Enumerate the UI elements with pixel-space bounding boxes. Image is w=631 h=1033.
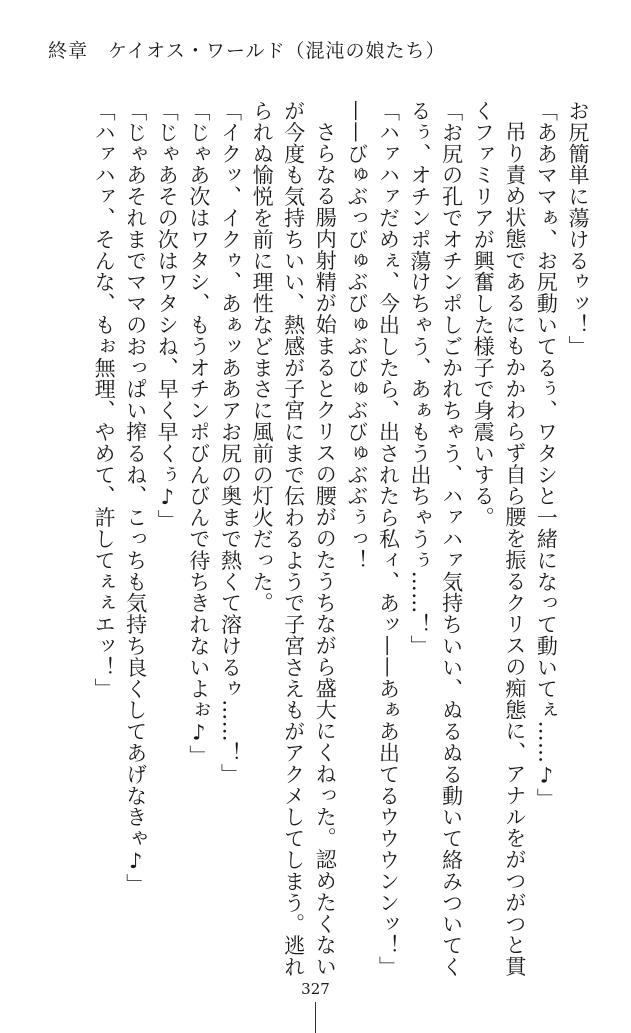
- paragraph: 「お尻の孔でオチンポしごかれちゃう、ハァハァ気持ちいい、ぬるぬる動いて絡みついてくるぅ、オチンポ蕩けちゃう、あぁもう出ちゃうぅ……！」: [408, 100, 464, 978]
- body-text: [88, 100, 594, 980]
- paragraph: 「じゃあ次はワタシ、もうオチンポびんびんで待ちきれないよぉ♪」: [186, 100, 211, 767]
- paragraph: 「じゃあその次はワタシね、早く早くぅ♪」: [155, 100, 180, 531]
- paragraph: 「じゃあそれまでママのおっぱい搾るね、こっちも気持ち良くしてあげなきゃ♪」: [123, 100, 148, 895]
- paragraph: ——びゅぶっびゅぶびゅぶびゅぶびゅぶぶぅっ！: [344, 100, 369, 571]
- paragraph: 吊り責め状態であるにもかかわらず自ら腰を振るクリスの痴態に、アナルをがつがつと貫くファミリアが興奮した様子で身震いする。: [471, 100, 527, 977]
- page-number: 327: [301, 980, 330, 998]
- paragraph: 「ハァハァだめぇ、今出したら、出されたら私ィ、あッ——あぁあ出てるウウウンンッ！」: [376, 100, 401, 978]
- paragraph: 「ああママぁ、お尻動いてるぅ、ワタシと一緒になって動いてぇ……♪」: [534, 100, 559, 810]
- paragraph: お尻簡単に蕩けるゥッ！」: [566, 100, 590, 357]
- running-header: 終章 ケイオス・ワールド（混沌の娘たち）: [48, 40, 446, 62]
- paragraph: さらなる腸内射精が始まるとクリスの腰がのたうちながら盛大にくねった。認めたくないが今度も気持ちいい、熱感が子宮にまで伝わるようで子宮さえもがアクメしてしまう。逃れられぬ愉悦を前に理性などまさに風前の灯火だった。: [250, 100, 338, 978]
- paragraph: 「イクッ、イクゥ、あぁッああアお尻の奥まで熱くて溶けるゥ……！」: [218, 100, 243, 785]
- folio-rule: [315, 1002, 316, 1033]
- paragraph: 「ハァハァ、そんな、もぉ無理、やめて、許してぇぇエッ！」: [92, 100, 117, 700]
